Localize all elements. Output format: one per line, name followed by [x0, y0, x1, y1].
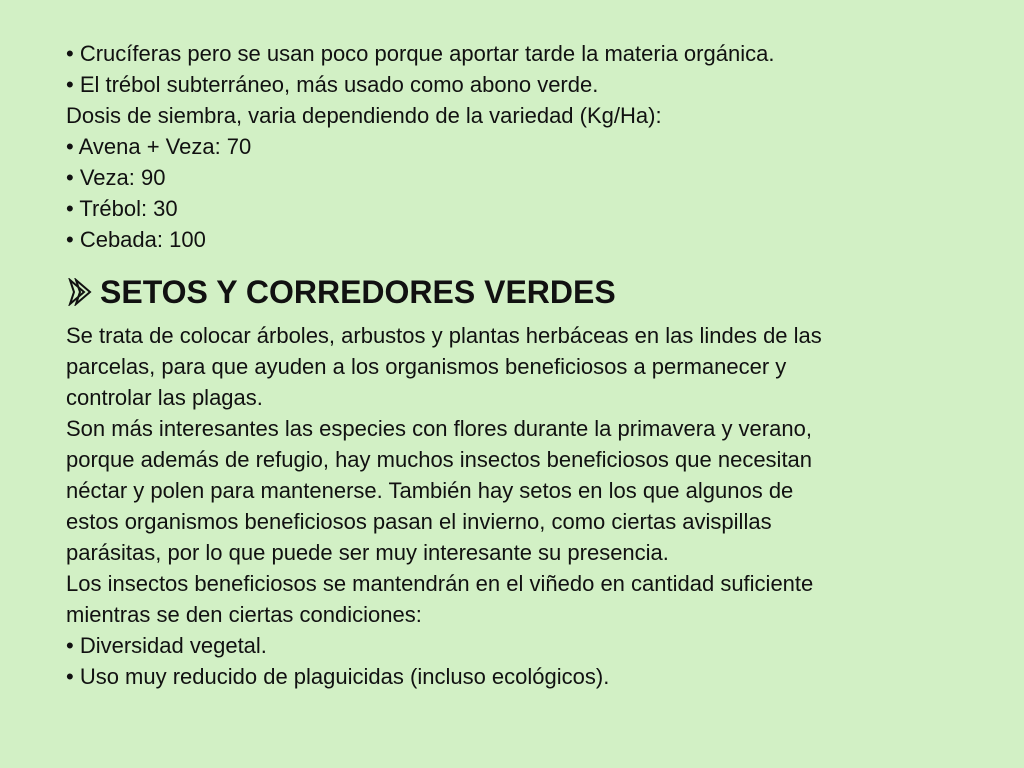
text-line: parásitas, por lo que puede ser muy interesante su presencia.: [66, 540, 669, 565]
arrowhead-bullet-icon: [66, 278, 96, 306]
text-line: néctar y polen para mantenerse. También hay setos en los que algunos de: [66, 478, 794, 503]
text-line: • Veza: 90: [66, 165, 166, 190]
text-line: • Crucíferas pero se usan poco porque aportar tarde la materia orgánica.: [66, 41, 775, 66]
text-line: Los insectos beneficiosos se mantendrán en el viñedo en cantidad suficiente: [66, 571, 814, 596]
section-body: [66, 320, 966, 692]
text-line: • Cebada: 100: [66, 227, 206, 252]
text-line: • Uso muy reducido de plaguicidas (incluso ecológicos).: [66, 664, 610, 689]
text-line: • El trébol subterráneo, más usado como abono verde.: [66, 72, 599, 97]
section-heading: [66, 270, 616, 314]
seeding-info-block: [66, 38, 966, 255]
text-line: porque además de refugio, hay muchos insectos beneficiosos que necesitan: [66, 447, 813, 472]
text-line: • Diversidad vegetal.: [66, 633, 267, 658]
text-line: Son más interesantes las especies con flores durante la primavera y verano,: [66, 416, 812, 441]
text-line: Se trata de colocar árboles, arbustos y plantas herbáceas en las lindes de las: [66, 323, 822, 348]
text-line: parcelas, para que ayuden a los organismos beneficiosos a permanecer y: [66, 354, 787, 379]
text-line: • Trébol: 30: [66, 196, 178, 221]
text-line: • Avena + Veza: 70: [66, 134, 252, 159]
text-line: Dosis de siembra, varia dependiendo de la variedad (Kg/Ha):: [66, 103, 662, 128]
text-line: mientras se den ciertas condiciones:: [66, 602, 422, 627]
text-line: estos organismos beneficiosos pasan el invierno, como ciertas avispillas: [66, 509, 772, 534]
section-heading-text: SETOS Y CORREDORES VERDES: [100, 274, 616, 310]
text-line: controlar las plagas.: [66, 385, 263, 410]
